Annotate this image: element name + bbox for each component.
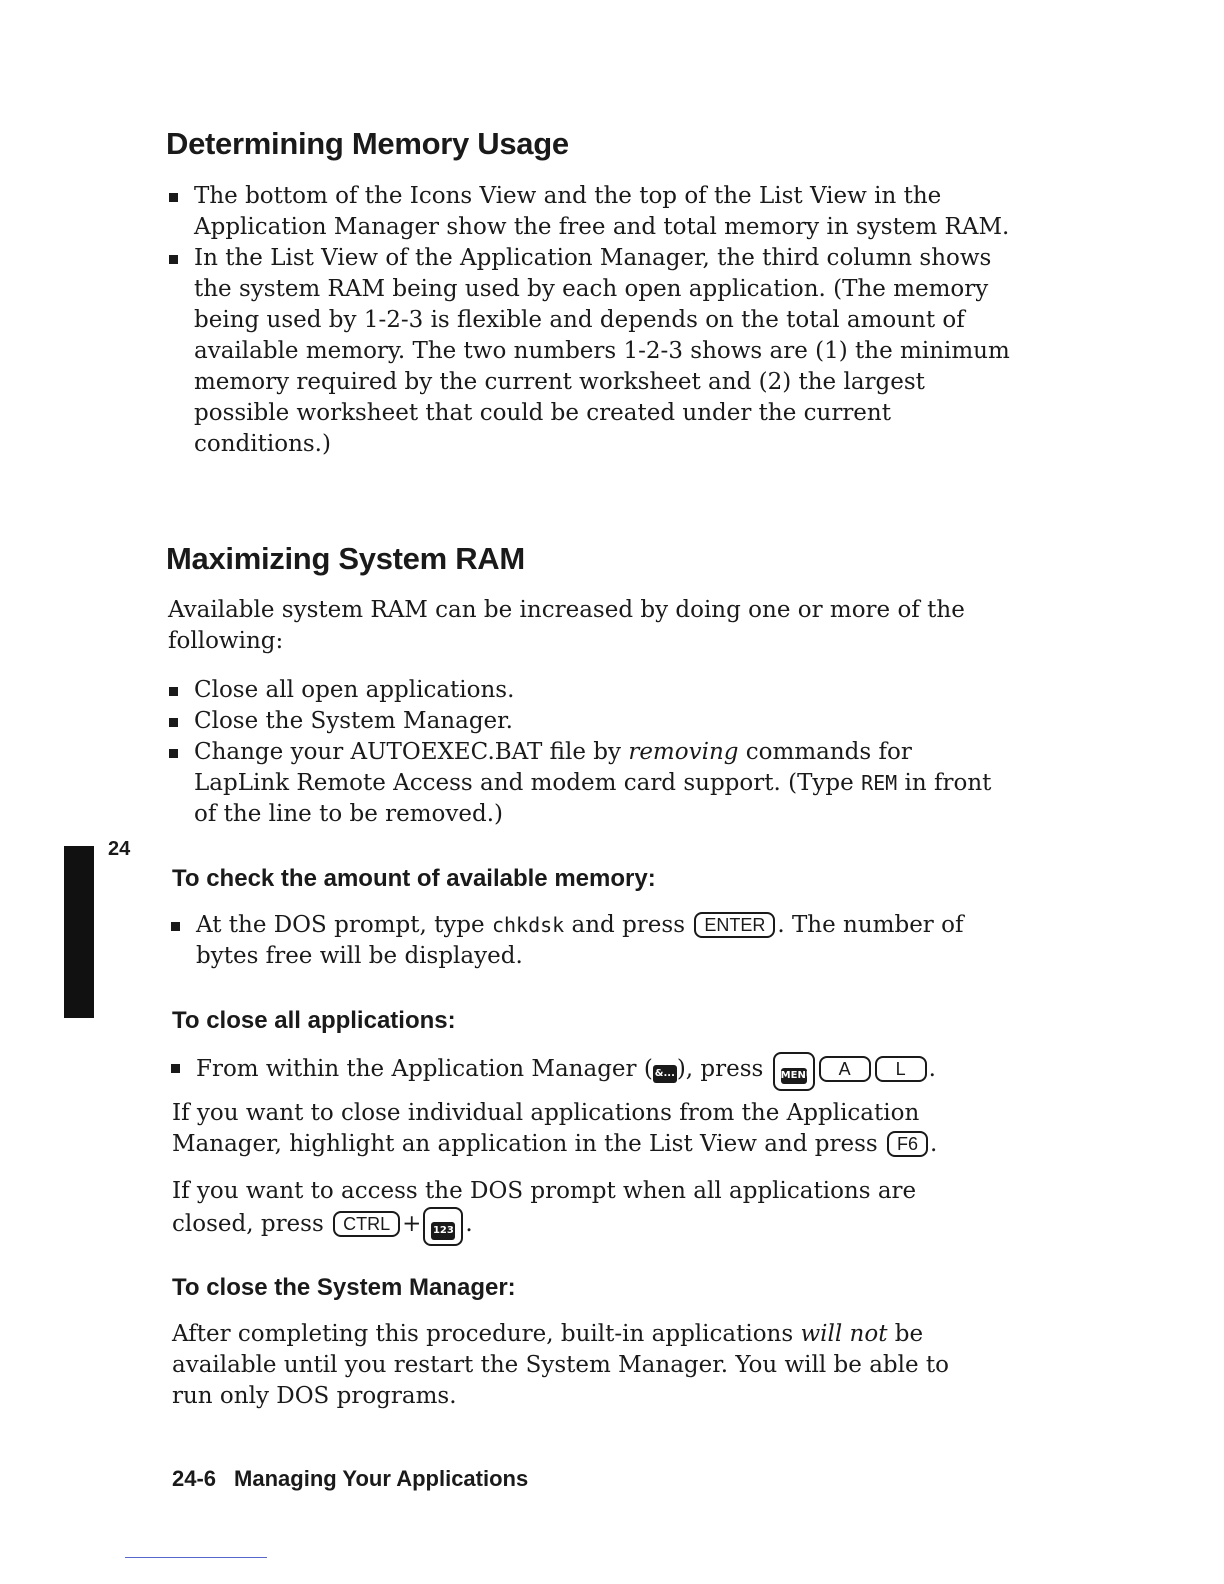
menu-key-icon: MENU [781, 1068, 807, 1084]
text-run: Change your AUTOEXEC.BAT file by [194, 739, 629, 765]
maximizing-intro: Available system RAM can be increased by doing one or more of the following: [168, 597, 965, 654]
text-run: After completing this procedure, built-in applications [172, 1321, 801, 1347]
text-run: commands for LapLink Remote Access and modem card support. (Type [194, 739, 912, 796]
lotus-123-icon: 123 [431, 1222, 455, 1240]
close-system-manager-paragraph [172, 1319, 992, 1412]
text-run: . [465, 1211, 473, 1237]
chapter-thumb-tab [64, 846, 94, 1018]
l-key: L [875, 1056, 927, 1082]
footer-page-number: 24-6 [172, 1466, 217, 1491]
dos-prompt-paragraph [172, 1176, 992, 1246]
footer-chapter-title: Managing Your Applications [234, 1466, 529, 1491]
ctrl-key: CTRL [333, 1211, 400, 1237]
text-run: ), press [676, 1056, 771, 1082]
emphasis-will-not: will not [800, 1321, 888, 1347]
section-title-maximizing-ram: Maximizing System RAM [166, 541, 525, 576]
list-item: The bottom of the Icons View and the top of the List View in the Application Manager show the free and total memory in system RAM. [166, 181, 1026, 243]
check-memory-list [168, 910, 1008, 972]
f6-key: F6 [887, 1131, 928, 1157]
code-chkdsk: chkdsk [491, 913, 565, 937]
maximizing-list [166, 675, 1006, 830]
emphasis-removing: removing [628, 739, 739, 765]
plus-sign: + [402, 1211, 422, 1237]
list-item [166, 737, 1006, 830]
text-run: If you want to access the DOS prompt when all applications are closed, press [172, 1178, 917, 1237]
text-run: and press [564, 912, 693, 938]
text-run: be available until you restart the System Manager. You will be able to run only DOS programs. [172, 1321, 950, 1409]
subtitle-close-system-manager: To close the System Manager: [172, 1274, 516, 1301]
text-run: From within the Application Manager ( [196, 1056, 653, 1082]
text-run: . The number of bytes free will be displayed. [196, 912, 964, 969]
lotus-123-key [423, 1207, 463, 1246]
list-item: In the List View of the Application Manager, the third column shows the system RAM being used by each open application. (The memory being used by 1-2-3 is flexible and depends on the total amount of available memory. The two numbers 1-2-3 shows are (1) the minimum memory required by the current worksheet and (2) the largest possible worksheet that could be created under the current conditions.) [166, 243, 1026, 460]
enter-key: ENTER [694, 912, 775, 938]
code-rem: REM [861, 771, 898, 795]
subtitle-check-memory: To check the amount of available memory: [172, 865, 656, 892]
text-run: in front of the line to be removed.) [194, 770, 992, 827]
memory-usage-list [166, 181, 1026, 460]
list-item [168, 1052, 1028, 1091]
text-run: If you want to close individual applications from the Application Manager, highlight an application in the List View and press [172, 1100, 920, 1157]
menu-key [773, 1052, 815, 1091]
text-run: . [928, 1056, 936, 1082]
list-item [168, 910, 1008, 972]
close-individual-paragraph [172, 1098, 992, 1160]
text-run: At the DOS prompt, type [196, 912, 492, 938]
text-run: . [930, 1131, 938, 1157]
list-item: Close the System Manager. [166, 706, 1006, 737]
page-footer [172, 1466, 528, 1492]
bottom-rule [125, 1557, 267, 1558]
close-all-list [168, 1052, 1028, 1091]
app-manager-icon: &... [653, 1065, 677, 1083]
chapter-number: 24 [108, 838, 131, 860]
section-title-memory-usage: Determining Memory Usage [166, 126, 569, 161]
list-item: Close all open applications. [166, 675, 1006, 706]
subtitle-close-all: To close all applications: [172, 1007, 456, 1034]
a-key: A [819, 1056, 871, 1082]
